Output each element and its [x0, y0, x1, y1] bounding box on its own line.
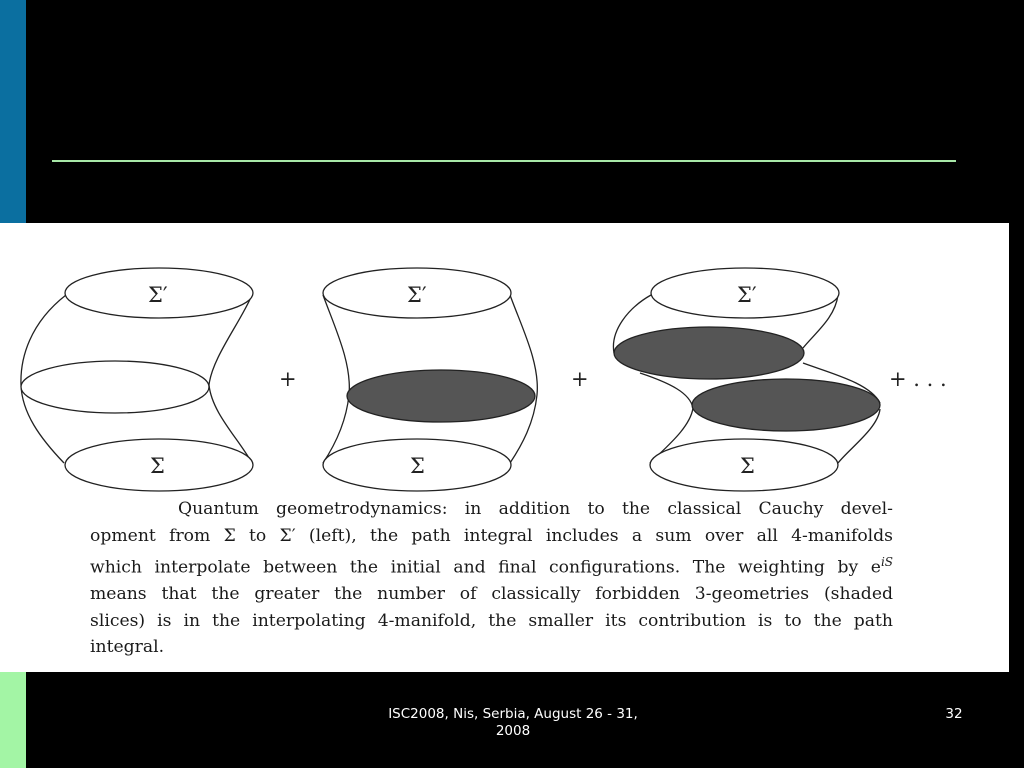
plus-operator-1: + — [279, 367, 297, 391]
manifold-diagram-classical — [21, 268, 253, 491]
manifold-diagram-one-forbidden — [323, 268, 537, 491]
figure-panel — [0, 223, 1009, 672]
caption-line: integral. — [90, 637, 165, 658]
caption-line: slices) is in the interpolating 4-manifold, the smaller its contribution is to the path — [90, 610, 893, 631]
diagram-2-bottom-label: Σ — [410, 454, 425, 478]
manifold-right-outline — [209, 295, 252, 463]
caption-line-text: which interpolate between the initial and final configurations. The weighting by e — [90, 557, 881, 578]
left-accent-strip-blue — [0, 0, 26, 223]
plus-operator-2: + — [571, 367, 589, 391]
forbidden-slice-shaded — [347, 370, 535, 422]
caption-line: means that the greater the number of classically forbidden 3-geometries (shaded — [90, 584, 893, 605]
diagram-3-bottom-label: Σ — [740, 454, 755, 478]
manifold-diagrams — [0, 223, 1009, 493]
slide-page-number: 32 — [945, 706, 963, 722]
diagram-1-top-label: Σ′ — [148, 283, 168, 307]
plus-ellipsis-operator: + . . . — [889, 367, 947, 391]
manifold-left-outline — [323, 295, 349, 463]
cauchy-slice — [21, 361, 209, 413]
diagram-1-bottom-label: Σ — [150, 454, 165, 478]
caption-line — [90, 549, 893, 581]
slide-footer: ISC2008, Nis, Serbia, August 26 - 31, 2008 — [388, 706, 638, 739]
caption-line: opment from Σ to Σ′ (left), the path integral includes a sum over all 4-manifolds — [90, 525, 893, 546]
title-underline-rule — [52, 160, 956, 162]
forbidden-slice-shaded-lower — [692, 379, 880, 431]
caption-line: Quantum geometrodynamics: in addition to the classical Cauchy devel- — [178, 499, 893, 519]
diagram-2-top-label: Σ′ — [407, 283, 427, 307]
left-accent-strip-green — [0, 672, 26, 768]
diagram-3-top-label: Σ′ — [737, 283, 757, 307]
caption-superscript: iS — [880, 555, 893, 569]
forbidden-slice-shaded-upper — [614, 327, 804, 379]
figure-caption — [90, 496, 893, 661]
